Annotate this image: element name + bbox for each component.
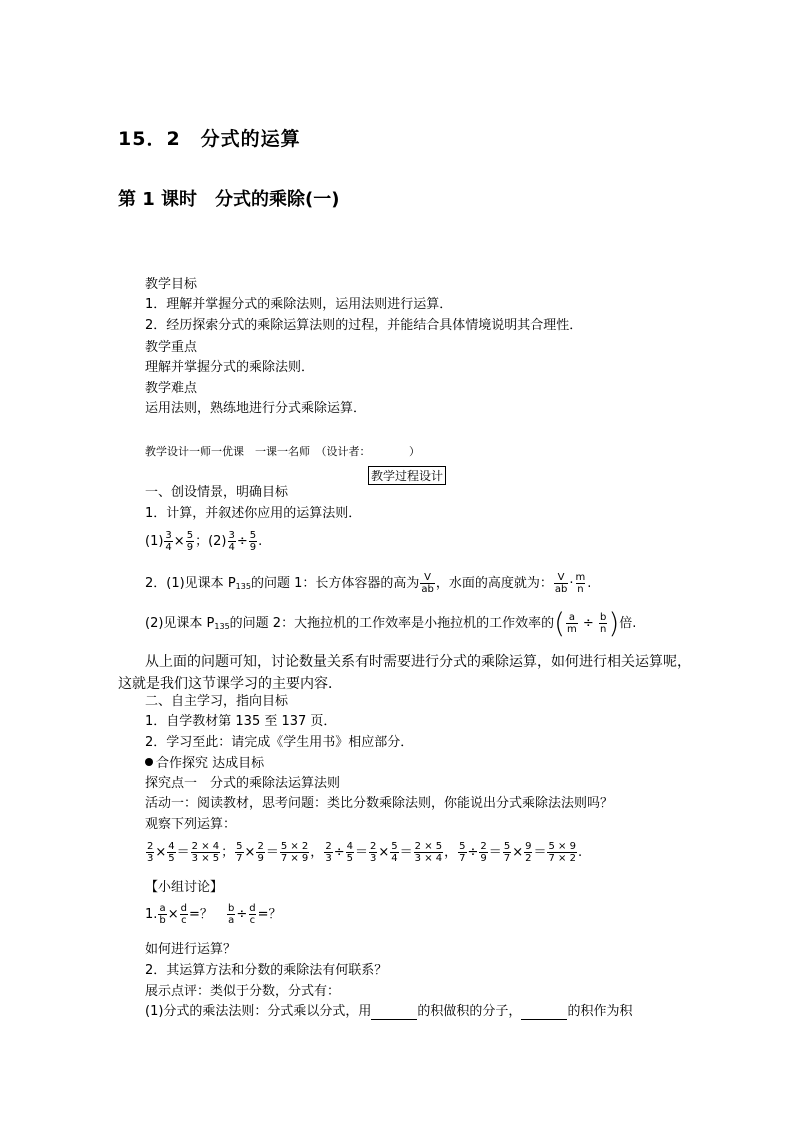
section-1-heading: 一、创设情景，明确目标	[145, 485, 289, 500]
how-question: 如何进行运算？	[145, 942, 237, 957]
key-point-heading: 教学重点	[145, 340, 198, 355]
design-line: 教学设计一师一优课 一课一名师 （设计者： ）	[145, 445, 420, 458]
activity-1: 活动一：阅读教材，思考问题：类比分数乘除法则，你能说出分式乘除法法则吗？	[145, 796, 614, 811]
question-2-2: (2)见课本 $P_{135}$的问题 2：大拖拉机的工作效率是小拖拉机的工作效率的( $\frac{a}{m}$ ÷ $\frac{b}{n}$ )倍.	[145, 606, 637, 640]
observe-label: 观察下列运算：	[145, 817, 237, 832]
fill-blank	[521, 1007, 567, 1020]
key-point-text: 理解并掌握分式的乘除法则．	[145, 360, 315, 375]
section-2-item-2: 2．学习至此：请完成《学生用书》相应部分．	[145, 735, 414, 750]
difficulty-heading: 教学难点	[145, 381, 198, 396]
question-2-1: 2．(1)见课本 $P_{135}$的问题 1：长方体容器的高为 $\frac{V}{ab}$ ，水面的高度就为： $\frac{V}{ab}$ · $\frac{m}{n}$ .	[145, 572, 592, 595]
question-1-expression: (1) $\frac{3}{4}$ × $\frac{5}{9}$ ；(2) $\frac{3}{4}$ ÷ $\frac{5}{9}$ .	[145, 530, 263, 553]
section-title: 15．2 分式的运算	[118, 128, 301, 150]
objective-2: 2．经历探索分式的乘除运算法则的过程，并能结合具体情境说明其合理性．	[145, 318, 583, 333]
bullet-icon	[145, 758, 153, 766]
observe-expressions: $\frac{2}{3}$ × $\frac{4}{5}$ ＝ $\frac{2 \times 4}{3 \times 5}$ ； $\frac{5}{7}$ × $\frac{2}{9}$ ＝ $\frac{5 \times 2}{7 \times 9}$ ， $\frac{2}{3}$ ÷ $\frac{4}{5}$ ＝ $\frac{2}{3}$ × $\frac{5}{4}$ ＝ $\frac{2 \times 5}{3 \times 4}$ ， $\frac{5}{7}$ ÷ $\frac{2}{9}$ ＝ $\frac{5}{7}$ × $\frac{9}{2}$ ＝ $\frac{5 \times 9}{7 \times 2}$ .	[147, 841, 583, 864]
question-1: 1．计算，并叙述你应用的运算法则．	[145, 506, 362, 521]
objective-1: 1．理解并掌握分式的乘除法则，运用法则进行运算．	[145, 297, 453, 312]
group-discussion-item-2: 2．其运算方法和分数的乘除法有何联系？	[145, 963, 388, 978]
explore-point-1: 探究点一 分式的乘除法运算法则	[145, 776, 341, 791]
group-discussion-heading: 【小组讨论】	[145, 880, 224, 895]
fraction: $\frac{5}{9}$	[186, 530, 194, 553]
section-2-heading: 二、自主学习，指向目标	[145, 694, 289, 709]
paragraph-line-1: 从上面的问题可知，讨论数量关系有时需要进行分式的乘除运算，如何进行相关运算呢，	[145, 654, 691, 670]
paragraph-line-2: 这就是我们这节课学习的主要内容．	[118, 676, 342, 692]
section-3-heading: 合作探究 达成目标	[145, 756, 264, 772]
fraction: $\frac{3}{4}$	[165, 530, 172, 553]
difficulty-text: 运用法则，熟练地进行分式乘除运算．	[145, 401, 367, 416]
show-comment: 展示点评：类似于分数，分式有：	[145, 984, 341, 999]
section-2-item-1: 1．自学教材第 135 至 137 页．	[145, 714, 337, 729]
fraction: $\frac{5}{9}$	[249, 530, 257, 553]
group-discussion-item-1: 1. $\frac{a}{b}$ × $\frac{d}{c}$ =？ $\frac{b}{a}$ ÷ $\frac{d}{c}$ =？	[145, 903, 282, 926]
process-title: 教学过程设计	[368, 466, 446, 485]
objectives-heading: 教学目标	[145, 277, 198, 292]
multiplication-rule: (1)分式的乘法法则：分式乘以分式，用 的积做积的分子， 的积作为积	[145, 1004, 633, 1019]
fill-blank	[371, 1007, 417, 1020]
lesson-title: 第 1 课时 分式的乘除(一)	[118, 189, 340, 210]
fraction: $\frac{3}{4}$	[228, 530, 235, 553]
